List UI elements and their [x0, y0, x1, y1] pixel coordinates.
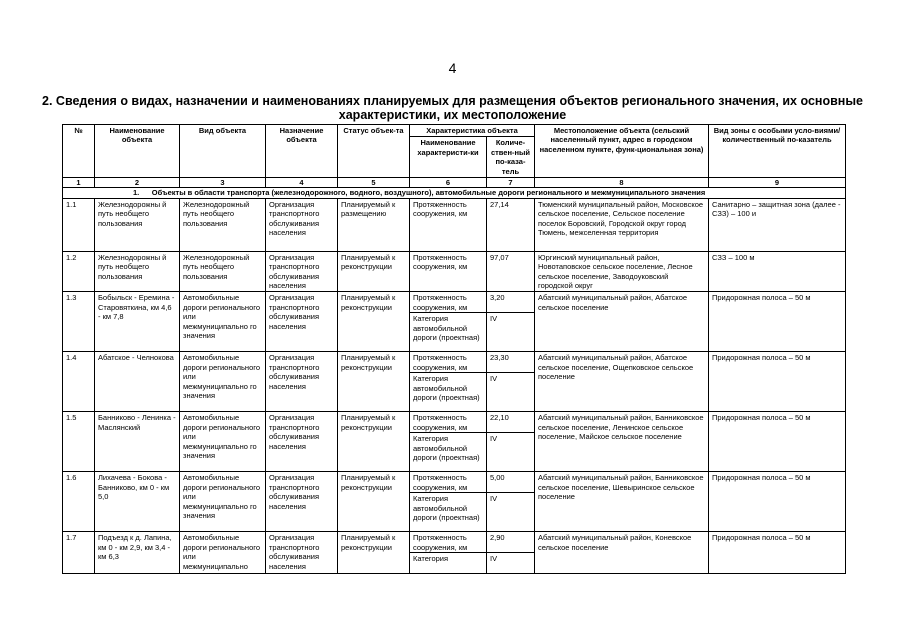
object-name: Подъезд к д. Лапина, км 0 - км 2,9, км 3,4 - км 6,3 [95, 532, 180, 574]
object-location: Абатский муниципальный район, Коневское сельское поселение [535, 532, 709, 574]
table-row [63, 251, 846, 292]
column-numbers-row [63, 178, 846, 188]
object-status: Планируемый к реконструкции [338, 472, 410, 532]
object-name: Железнодорожны й путь необщего пользования [95, 198, 180, 251]
table-row [63, 292, 846, 352]
char-value: IV [490, 434, 498, 444]
object-location: Абатский муниципальный район, Абатское сельское поселение, Ощепковское сельское поселение [535, 352, 709, 412]
header-zone: Вид зоны с особыми усло-виями/ количественный по-казатель [709, 125, 846, 178]
char-value: IV [490, 374, 498, 384]
object-purpose: Организация транспортного обслуживания населения [266, 198, 338, 251]
object-status: Планируемый к реконструкции [338, 412, 410, 472]
char-names-cell [410, 352, 487, 412]
special-zone: СЗЗ – 100 м [709, 251, 846, 292]
char-name: Категория автомобильной дороги (проектная) [413, 494, 480, 523]
special-zone: Придорожная полоса – 50 м [709, 352, 846, 412]
char-value: 97,07 [490, 252, 509, 262]
char-name: Категория автомобильной дороги (проектная) [413, 374, 480, 403]
char-names-cell [410, 292, 487, 352]
char-values-cell [487, 352, 535, 412]
object-kind: Автомобильные дороги регионального или межмуниципально го значения [180, 352, 266, 412]
char-value: 22,10 [487, 412, 534, 433]
header-char-name: Наименование характеристи-ки [410, 137, 487, 178]
header-char-qty: Количе-ствен-ный по-каза-тель [487, 137, 535, 178]
object-name: Лихачева - Бокова - Банниково, км 0 - км 5,0 [95, 472, 180, 532]
char-name: Протяженность сооружения, км [410, 412, 486, 433]
char-value: IV [490, 314, 498, 324]
row-number: 1.3 [63, 292, 95, 352]
char-names-cell [410, 198, 487, 251]
special-zone: Придорожная полоса – 50 м [709, 412, 846, 472]
char-name: Категория автомобильной дороги (проектная) [413, 314, 480, 343]
object-purpose: Организация транспортного обслуживания населения [266, 532, 338, 574]
char-values-cell [487, 472, 535, 532]
page-number: 4 [448, 60, 457, 76]
char-values-cell [487, 251, 535, 292]
object-kind: Железнодорожный путь необщего пользования [180, 251, 266, 292]
object-location: Юргинский муниципальный район, Новотаповское сельское поселение, Лесное сельское поселение, Заводоуковский городской округ [535, 251, 709, 292]
object-location: Абатский муниципальный район, Банниковское сельское поселение, Ленинское сельское поселение, Майское сельское поселение [535, 412, 709, 472]
object-purpose: Организация транспортного обслуживания населения [266, 472, 338, 532]
object-name: Абатское - Челнокова [95, 352, 180, 412]
special-zone: Придорожная полоса – 50 м [709, 472, 846, 532]
object-status: Планируемый к реконструкции [338, 352, 410, 412]
char-name: Категория автомобильной дороги (проектная) [413, 434, 480, 463]
table-row [63, 352, 846, 412]
table-row [63, 472, 846, 532]
char-values-cell [487, 198, 535, 251]
object-purpose: Организация транспортного обслуживания населения [266, 352, 338, 412]
char-value: 5,00 [487, 472, 534, 493]
table-row [63, 198, 846, 251]
header-num: № [63, 125, 95, 178]
header-location: Местоположение объекта (сельский населенный пункт, адрес в городском населенном пункте, функ-циональная зона) [535, 125, 709, 178]
char-values-cell [487, 532, 535, 574]
object-location: Абатский муниципальный район, Банниковское сельское поселение, Шевыринское сельское поселение [535, 472, 709, 532]
header-status: Статус объек-та [338, 125, 410, 178]
object-location: Абатский муниципальный район, Абатское сельское поселение [535, 292, 709, 352]
section-heading: 1. Объекты в области транспорта (железнодорожного, водного, воздушного), автомобильные дороги регионального и межмуниципального значения [63, 188, 846, 198]
char-name: Протяженность сооружения, км [413, 252, 468, 272]
header-kind: Вид объекта [180, 125, 266, 178]
object-kind: Автомобильные дороги регионального или межмуниципально го значения [180, 292, 266, 352]
column-number: 2 [95, 178, 180, 188]
header-name: Наименование объекта [95, 125, 180, 178]
object-status: Планируемый к реконструкции [338, 251, 410, 292]
special-zone: Придорожная полоса – 50 м [709, 292, 846, 352]
row-number: 1.4 [63, 352, 95, 412]
object-location: Тюменский муниципальный район, Московское сельское поселение, Сельское поселение поселок Боровский, Городской округ город Тюмень, межселенная территория [535, 198, 709, 251]
object-kind: Автомобильные дороги регионального или межмуниципально го значения [180, 472, 266, 532]
column-number: 8 [535, 178, 709, 188]
row-number: 1.6 [63, 472, 95, 532]
column-number: 6 [410, 178, 487, 188]
header-characteristics: Характеристика объекта [410, 125, 535, 137]
char-value: 27,14 [490, 199, 509, 209]
object-name: Банниково - Ленинка - Маслянский [95, 412, 180, 472]
char-value: 2,90 [487, 532, 534, 553]
section-row [63, 188, 846, 198]
section-title: 2. Сведения о видах, назначении и наименованиях планируемых для размещения объектов регионального значения, их основные характеристики, их местоположение [42, 94, 863, 122]
object-status: Планируемый к реконструкции [338, 532, 410, 574]
column-number: 4 [266, 178, 338, 188]
column-number: 9 [709, 178, 846, 188]
table-row [63, 412, 846, 472]
header-purpose: Назначение объекта [266, 125, 338, 178]
char-name: Протяженность сооружения, км [410, 292, 486, 313]
object-status: Планируемый к реконструкции [338, 292, 410, 352]
char-name: Протяженность сооружения, км [410, 532, 486, 553]
column-number: 3 [180, 178, 266, 188]
table-row [63, 532, 846, 574]
char-names-cell [410, 412, 487, 472]
column-number: 7 [487, 178, 535, 188]
object-name: Железнодорожны й путь необщего пользования [95, 251, 180, 292]
special-zone: Санитарно – защитная зона (далее - СЗЗ) – 100 и [709, 198, 846, 251]
row-number: 1.1 [63, 198, 95, 251]
row-number: 1.2 [63, 251, 95, 292]
objects-table [62, 124, 846, 574]
char-value: IV [490, 554, 498, 564]
char-values-cell [487, 412, 535, 472]
char-values-cell [487, 292, 535, 352]
char-names-cell [410, 472, 487, 532]
char-value: 3,20 [487, 292, 534, 313]
char-name: Протяженность сооружения, км [410, 472, 486, 493]
object-purpose: Организация транспортного обслуживания населения [266, 292, 338, 352]
object-name: Бобыльск - Еремина - Старовяткина, км 4,6 - км 7,8 [95, 292, 180, 352]
object-kind: Автомобильные дороги регионального или межмуниципально го значения [180, 412, 266, 472]
object-kind: Железнодорожный путь необщего пользования [180, 198, 266, 251]
char-names-cell [410, 251, 487, 292]
char-name: Протяженность сооружения, км [410, 352, 486, 373]
char-name: Протяженность сооружения, км [413, 199, 468, 219]
char-value: IV [490, 494, 498, 504]
object-purpose: Организация транспортного обслуживания населения [266, 412, 338, 472]
column-number: 5 [338, 178, 410, 188]
row-number: 1.5 [63, 412, 95, 472]
object-purpose: Организация транспортного обслуживания населения [266, 251, 338, 292]
char-name: Категория [413, 554, 449, 564]
object-kind: Автомобильные дороги регионального или межмуниципально [180, 532, 266, 574]
object-status: Планируемый к размещению [338, 198, 410, 251]
special-zone: Придорожная полоса – 50 м [709, 532, 846, 574]
char-names-cell [410, 532, 487, 574]
char-value: 23,30 [487, 352, 534, 373]
row-number: 1.7 [63, 532, 95, 574]
column-number: 1 [63, 178, 95, 188]
